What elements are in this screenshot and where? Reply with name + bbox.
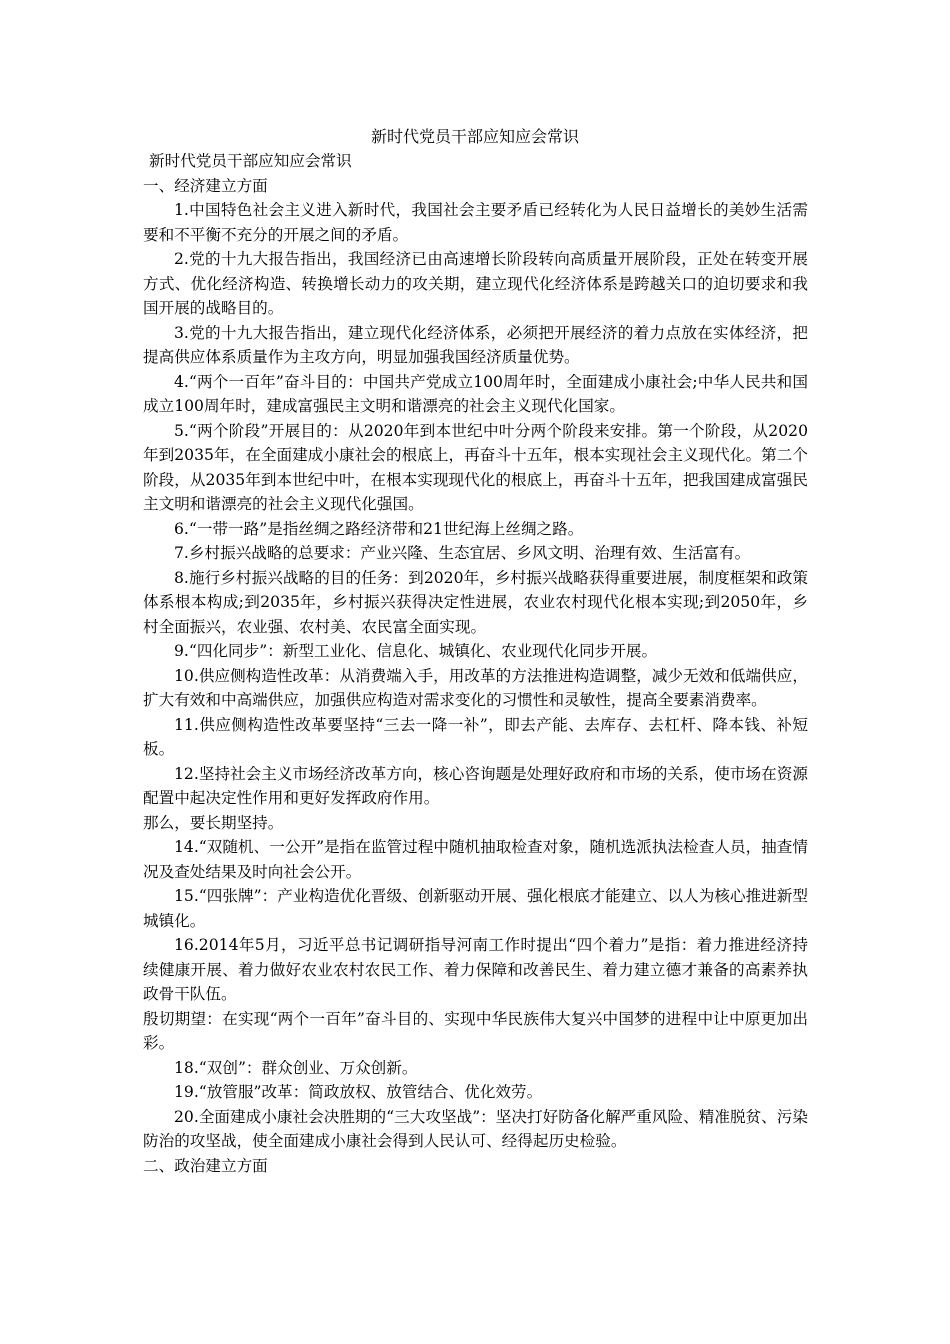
paragraph-5: 5.“两个阶段”开展目的：从2020年到本世纪中叶分两个阶段来安排。第一个阶段，从2020年到2035年，在全面建成小康社会的根底上，再奋斗十五年，根本实现社会主义现代化。第二个阶段，从2035年到本世纪中叶，在根本实现现代化的根底上，再奋斗十五年，把我国建成富强民主文明和谐漂亮的社会主义现代化强国。 xyxy=(143,421,808,513)
paragraph-1: 1.中国特色社会主义进入新时代，我国社会主要矛盾已经转化为人民日益增长的美妙生活需要和不平衡不充分的开展之间的矛盾。 xyxy=(143,201,808,244)
paragraph-12: 12.坚持社会主义市场经济改革方向，核心咨询题是处理好政府和市场的关系，使市场在资源配置中起决定性作用和更好发挥政府作用。 xyxy=(143,764,808,807)
paragraph-4: 4.“两个一百年”奋斗目的：中国共产党成立100周年时，全面建成小康社会;中华人民共和国成立100周年时，建成富强民主文明和谐漂亮的社会主义现代化国家。 xyxy=(143,372,808,415)
paragraph-14: 14.“双随机、一公开”是指在监管过程中随机抽取检查对象，随机选派执法检查人员，抽查情况及查处结果及时向社会公开。 xyxy=(143,838,808,881)
section-heading-politics: 二、政治建立方面 xyxy=(143,1156,268,1175)
paragraph-19: 19.“放管服”改革：简政放权、放管结合、优化效劳。 xyxy=(174,1083,543,1101)
paragraph-8: 8.施行乡村振兴战略的目的任务：到2020年，乡村振兴战略获得重要进展，制度框架和政策体系根本构成;到2035年，乡村振兴获得决定性进展，农业农村现代化根本实现;到2050年，乡村全面振兴，农业强、农村美、农民富全面实现。 xyxy=(143,568,808,636)
paragraph-9: 9.“四化同步”：新型工业化、信息化、城镇化、农业现代化同步开展。 xyxy=(174,642,658,660)
paragraph-18: 18.“双创”：群众创业、万众创新。 xyxy=(174,1058,418,1077)
fragment-line-2: 殷切期望：在实现“两个一百年”奋斗目的、实现中华民族伟大复兴中国梦的进程中让中原更加出彩。 xyxy=(143,1009,808,1052)
document-body xyxy=(143,149,808,1178)
paragraph-15: 15.“四张牌”：产业构造优化晋级、创新驱动开展、强化根底才能建立、以人为核心推进新型城镇化。 xyxy=(143,887,808,930)
section-heading-economy: 一、经济建立方面 xyxy=(143,176,268,195)
paragraph-10: 10.供应侧构造性改革：从消费端入手，用改革的方法推进构造调整，减少无效和低端供应，扩大有效和中高端供应，加强供应构造对需求变化的习惯性和灵敏性，提高全要素消费率。 xyxy=(143,666,808,709)
paragraph-20: 20.全面建成小康社会决胜期的“三大攻坚战”：坚决打好防备化解严重风险、精准脱贫、污染防治的攻坚战，使全面建成小康社会得到人民认可、经得起历史检验。 xyxy=(143,1107,808,1150)
fragment-line-1: 那么，要长期坚持。 xyxy=(143,813,284,832)
document-subtitle: 新时代党员干部应知应会常识 xyxy=(149,152,352,170)
paragraph-2: 2.党的十九大报告指出，我国经济已由高速增长阶段转向高质量开展阶段，正处在转变开展方式、优化经济构造、转换增长动力的攻关期，建立现代化经济体系是跨越关口的迫切要求和我国开展的战略目的。 xyxy=(143,250,808,317)
paragraph-16: 16.2014年5月，习近平总书记调研指导河南工作时提出“四个着力”是指：着力推进经济持续健康开展、着力做好农业农村农民工作、着力保障和改善民生、着力建立德才兼备的高素养执政骨干队伍。 xyxy=(143,936,808,1003)
paragraph-11: 11.供应侧构造性改革要坚持“三去一降一补”，即去产能、去库存、去杠杆、降本钱、补短板。 xyxy=(143,715,808,758)
paragraph-7: 7.乡村振兴战略的总要求：产业兴隆、生态宜居、乡风文明、治理有效、生活富有。 xyxy=(174,544,751,562)
paragraph-3: 3.党的十九大报告指出，建立现代化经济体系，必须把开展经济的着力点放在实体经济，把提高供应体系质量作为主攻方向，明显加强我国经济质量优势。 xyxy=(143,323,808,366)
paragraph-6: 6.“一带一路”是指丝绸之路经济带和21世纪海上丝绸之路。 xyxy=(174,519,584,538)
document-title: 新时代党员干部应知应会常识 xyxy=(370,127,579,146)
